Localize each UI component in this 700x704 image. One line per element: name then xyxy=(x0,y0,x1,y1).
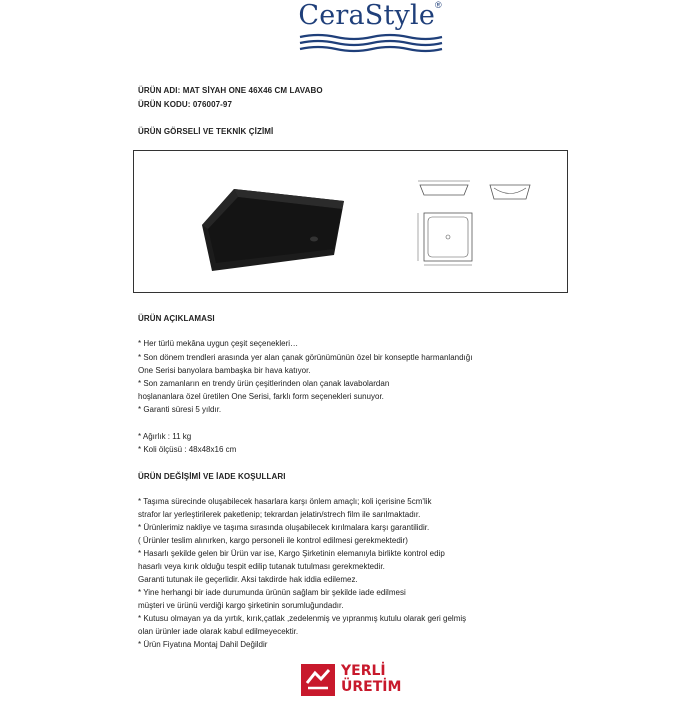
side-view-drawing xyxy=(414,177,474,199)
return-line: * Ürün Fiyatına Montaj Dahil Değildir xyxy=(138,640,268,649)
return-line: * Ürünlerimiz nakliye ve taşıma sırasında oluşabilecek kırılmalara karşı garantilidir. xyxy=(138,523,430,532)
description-line: * Her türlü mekâna uygun çeşit seçenekleri… xyxy=(138,339,299,348)
return-line: olan ürünler iade olarak kabul edilmeyecektir. xyxy=(138,627,299,636)
return-line: * Yine herhangi bir iade durumunda ürünün sağlam bir şekilde iade edilmesi xyxy=(138,588,406,597)
brand-name: CeraStyle xyxy=(298,0,435,31)
description-line: hoşlananlara özel üretilen One Serisi, farklı form seçenekleri sunuyor. xyxy=(138,392,384,401)
brand-logo xyxy=(290,0,450,60)
product-name: ÜRÜN ADI: MAT SİYAH ONE 46X46 CM LAVABO xyxy=(138,86,323,95)
badge-line-1: YERLİ xyxy=(341,663,386,679)
return-line: * Taşıma sürecinde oluşabilecek hasarlara karşı önlem amaçlı; koli içerisine 5cm'lik xyxy=(138,497,432,506)
description-line: * Son dönem trendleri arasında yer alan çanak görünümünün özel bir konseptle harmanlandığı xyxy=(138,353,473,362)
return-line: Garanti tutunak ile geçerlidir. Aksi takdirde hak iddia edilemez. xyxy=(138,575,358,584)
product-visual-frame xyxy=(133,150,568,293)
description-heading: ÜRÜN AÇIKLAMASI xyxy=(138,314,215,323)
waves-icon xyxy=(296,33,444,55)
return-line: hasarlı veya kırık olduğu tespit edilip tutanak tutulması gerekmektedir. xyxy=(138,562,385,571)
sink-image xyxy=(194,183,354,279)
return-line: strafor lar yerleştirilerek paketlenip; tekrardan jelatin/strech film ile sarılmaktadır. xyxy=(138,510,421,519)
registered-mark: ® xyxy=(435,0,442,10)
yerli-uretim-badge xyxy=(299,661,403,699)
return-line: ( Ürünler teslim alınırken, kargo personeli ile kontrol edilmesi gerekmektedir) xyxy=(138,536,408,545)
section-view-drawing xyxy=(486,179,534,203)
box-size-spec: * Koli ölçüsü : 48x48x16 cm xyxy=(138,445,237,454)
return-line: * Kutusu olmayan ya da yırtık, kırık,çatlak ,zedelenmiş ve yıpranmış kutulu olarak geri gelmiş xyxy=(138,614,467,623)
product-code: ÜRÜN KODU: 076007-97 xyxy=(138,100,233,109)
description-line: * Son zamanların en trendy ürün çeşitlerinden olan çanak lavabolardan xyxy=(138,379,390,388)
return-line: * Hasarlı şekilde gelen bir Ürün var ise, Kargo Şirketinin elemanıyla birlikte kontrol edip xyxy=(138,549,445,558)
weight-spec: * Ağırlık : 11 kg xyxy=(138,432,192,441)
top-view-drawing xyxy=(414,207,480,267)
description-line: One Serisi banyolara bambaşka bir hava katıyor. xyxy=(138,366,311,375)
badge-line-2: ÜRETİM xyxy=(341,679,402,695)
visual-heading: ÜRÜN GÖRSELİ VE TEKNİK ÇİZİMİ xyxy=(138,127,274,136)
description-line: * Garanti süresi 5 yıldır. xyxy=(138,405,222,414)
return-heading: ÜRÜN DEĞİŞİMİ VE İADE KOŞULLARI xyxy=(138,472,286,481)
return-line: müşteri ve ürünü verdiği kargo şirketinin sorumluğundadır. xyxy=(138,601,344,610)
